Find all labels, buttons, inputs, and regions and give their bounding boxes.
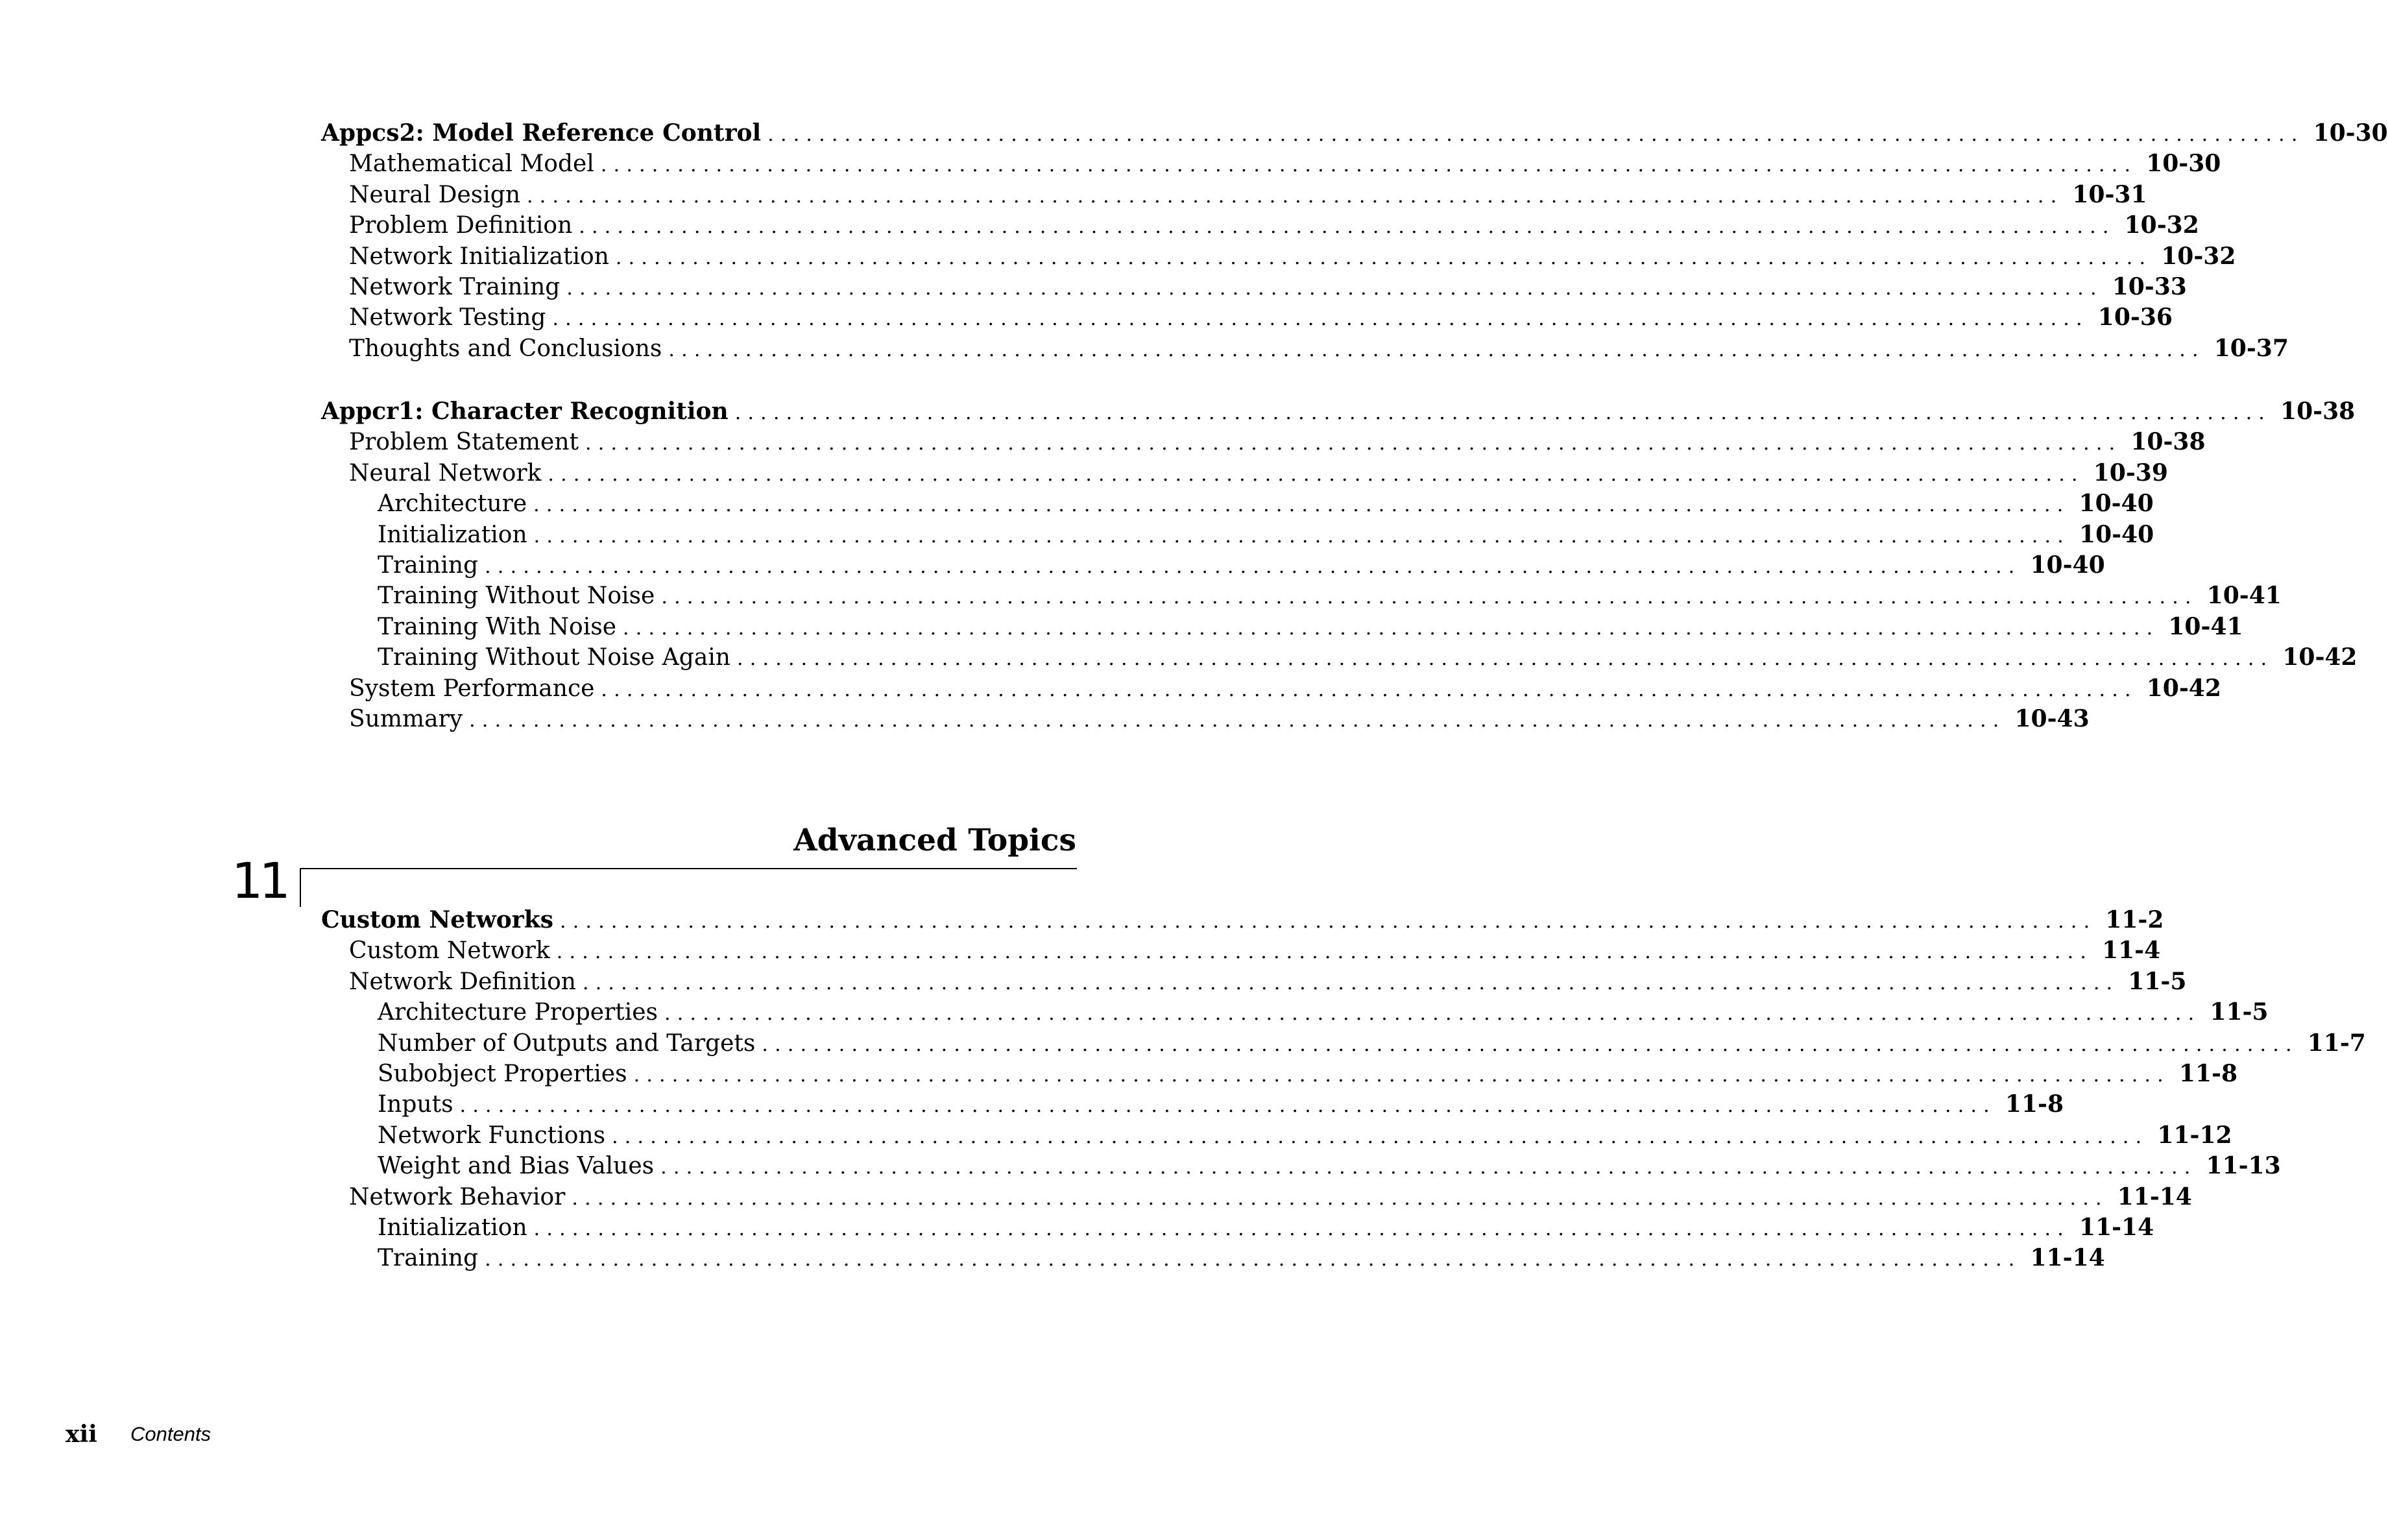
toc-entry-page: 11-12 [2157, 1121, 2232, 1149]
toc-entry-page: 10-30 [2146, 150, 2221, 178]
toc-entry[interactable] [321, 427, 2206, 457]
toc-entry-page: 11-14 [2079, 1213, 2154, 1241]
toc-entry-label: Mathematical Model [349, 150, 594, 178]
toc-dot-leader: ........................................................................................................................ [585, 432, 2122, 455]
toc-entry[interactable] [321, 997, 2269, 1028]
toc-entry[interactable] [321, 302, 2173, 333]
toc-entry[interactable] [321, 241, 2236, 272]
toc-entry-label: Problem Definition [349, 212, 573, 239]
toc-entry[interactable] [321, 581, 2282, 611]
toc-dot-leader: ........................................................................................................................ [566, 276, 2103, 300]
toc-dot-leader: ........................................................................................................................ [469, 708, 2006, 732]
toc-entry-label: Summary [349, 705, 463, 732]
toc-entry[interactable] [321, 905, 2164, 935]
toc-entry[interactable] [321, 1089, 2064, 1120]
toc-entry-label: Network Definition [349, 968, 576, 995]
toc-entry-page: 11-7 [2307, 1029, 2366, 1057]
toc-entry-label: Network Initialization [349, 243, 609, 270]
toc-entry[interactable] [321, 272, 2187, 302]
toc-entry-page: 10-43 [2014, 704, 2090, 732]
toc-entry-label: Appcs2: Model Reference Control [321, 119, 762, 147]
toc-section-custom-networks [321, 905, 2366, 1274]
toc-entry-label: Inputs [378, 1091, 453, 1118]
toc-entry-label: Initialization [378, 521, 527, 548]
toc-entry-page: 10-42 [2146, 674, 2221, 702]
toc-entry[interactable] [321, 149, 2221, 179]
toc-section-model-reference-control [321, 118, 2388, 364]
toc-entry-label: Network Training [349, 273, 561, 300]
toc-section-character-recognition [321, 396, 2358, 734]
chapter-rule-tick [300, 868, 301, 907]
toc-entry[interactable] [321, 118, 2388, 149]
toc-dot-leader: ........................................................................................................................ [600, 154, 2138, 177]
toc-entry-label: Architecture Properties [378, 999, 658, 1026]
toc-dot-leader: ........................................................................................................................ [527, 184, 2064, 208]
toc-dot-leader: ........................................................................................................................ [737, 647, 2274, 671]
toc-entry[interactable] [321, 642, 2358, 673]
toc-dot-leader: ........................................................................................................................ [623, 616, 2160, 640]
toc-entry-page: 10-32 [2124, 211, 2199, 239]
toc-entry-label: Training Without Noise Again [378, 644, 730, 671]
toc-dot-leader: ........................................................................................................................ [556, 941, 2093, 964]
toc-entry-page: 11-13 [2206, 1152, 2281, 1180]
toc-entry-label: Neural Design [349, 181, 521, 208]
toc-entry[interactable] [321, 1212, 2154, 1243]
toc-dot-leader: ........................................................................................................................ [734, 402, 2272, 424]
toc-dot-leader: ........................................................................................................................ [661, 586, 2198, 609]
toc-entry-label: Initialization [378, 1214, 527, 1241]
toc-entry-label: Training [378, 551, 479, 579]
toc-entry-label: Number of Outputs and Targets [378, 1029, 756, 1057]
toc-entry-page: 10-32 [2161, 242, 2236, 270]
toc-entry-label: Thoughts and Conclusions [349, 335, 662, 362]
toc-entry[interactable] [321, 333, 2289, 364]
toc-entry-page: 11-14 [2117, 1183, 2192, 1210]
toc-entry-page: 11-2 [2105, 906, 2164, 933]
footer-section-name: Contents [130, 1423, 211, 1445]
toc-entry[interactable] [321, 612, 2243, 642]
toc-entry-label: Neural Network [349, 459, 542, 487]
toc-entry-page: 11-5 [2128, 967, 2187, 995]
toc-entry-page: 10-41 [2206, 582, 2282, 610]
toc-entry-page: 10-38 [2130, 428, 2206, 456]
toc-entry[interactable] [321, 967, 2187, 997]
toc-entry-label: Network Behavior [349, 1183, 566, 1210]
toc-dot-leader: ........................................................................................................................ [762, 1033, 2298, 1056]
toc-entry[interactable] [321, 673, 2221, 704]
toc-dot-leader: ........................................................................................................................ [633, 1063, 2170, 1087]
toc-entry[interactable] [321, 704, 2090, 734]
toc-dot-leader: ........................................................................................................................ [579, 215, 2116, 239]
toc-entry[interactable] [321, 488, 2154, 519]
toc-dot-leader: ........................................................................................................................ [533, 494, 2070, 517]
toc-dot-leader: ........................................................................................................................ [459, 1094, 1996, 1118]
toc-entry-page: 11-4 [2102, 937, 2161, 965]
toc-entry-page: 10-33 [2112, 272, 2187, 300]
toc-entry-label: System Performance [349, 675, 595, 702]
toc-dot-leader: ........................................................................................................................ [668, 338, 2205, 361]
toc-dot-leader: ........................................................................................................................ [552, 307, 2089, 331]
toc-entry[interactable] [321, 1243, 2105, 1273]
toc-entry[interactable] [321, 550, 2105, 581]
toc-dot-leader: ........................................................................................................................ [485, 555, 2021, 578]
toc-dot-leader: ........................................................................................................................ [767, 123, 2304, 146]
toc-dot-leader: ........................................................................................................................ [660, 1156, 2197, 1179]
toc-entry-page: 10-37 [2213, 334, 2289, 362]
toc-entry[interactable] [321, 1151, 2281, 1181]
toc-entry-page: 10-40 [2030, 551, 2105, 579]
toc-entry-page: 10-38 [2280, 398, 2356, 425]
toc-dot-leader: ........................................................................................................................ [572, 1186, 2108, 1210]
toc-entry[interactable] [321, 396, 2356, 427]
toc-entry-page: 10-40 [2079, 520, 2154, 548]
toc-entry[interactable] [321, 1028, 2366, 1059]
toc-entry-label: Appcr1: Character Recognition [321, 398, 729, 425]
toc-dot-leader: ........................................................................................................................ [601, 678, 2138, 701]
toc-entry-label: Problem Statement [349, 429, 579, 456]
toc-dot-leader: ........................................................................................................................ [615, 246, 2153, 269]
toc-entry-label: Training With Noise [378, 613, 617, 640]
toc-entry-label: Custom Network [349, 937, 550, 965]
chapter-rule [300, 868, 1077, 869]
toc-entry-label: Architecture [378, 490, 527, 518]
toc-entry-page: 10-31 [2072, 180, 2147, 208]
toc-entry-label: Custom Networks [321, 906, 553, 933]
toc-entry[interactable] [321, 520, 2154, 550]
toc-entry-label: Network Testing [349, 304, 546, 331]
toc-dot-leader: ........................................................................................................................ [582, 971, 2119, 994]
toc-dot-leader: ........................................................................................................................ [664, 1002, 2201, 1026]
toc-dot-leader: ........................................................................................................................ [533, 524, 2071, 547]
toc-entry-label: Network Functions [378, 1122, 606, 1149]
toc-entry[interactable] [321, 458, 2168, 488]
toc-entry[interactable] [321, 1120, 2232, 1151]
toc-entry[interactable] [321, 935, 2161, 966]
toc-dot-leader: ........................................................................................................................ [548, 463, 2084, 486]
toc-entry-page: 11-5 [2210, 998, 2269, 1026]
toc-entry[interactable] [321, 210, 2199, 241]
toc-entry-page: 10-41 [2168, 612, 2243, 640]
toc-entry-page: 11-14 [2030, 1244, 2105, 1272]
toc-entry-page: 11-8 [2005, 1090, 2064, 1118]
toc-entry-page: 10-36 [2097, 304, 2173, 331]
toc-entry-label: Training [378, 1245, 479, 1272]
toc-entry-page: 10-40 [2079, 490, 2154, 518]
toc-dot-leader: ........................................................................................................................ [559, 910, 2097, 933]
toc-entry-page: 11-8 [2178, 1059, 2238, 1087]
toc-entry-page: 10-42 [2282, 644, 2358, 671]
toc-entry-page: 10-30 [2313, 119, 2388, 147]
toc-dot-leader: ........................................................................................................................ [485, 1248, 2021, 1271]
toc-entry[interactable] [321, 180, 2147, 210]
toc-entry[interactable] [321, 1182, 2192, 1212]
chapter-number: 11 [232, 852, 287, 909]
toc-entry[interactable] [321, 1059, 2238, 1089]
toc-dot-leader: ........................................................................................................................ [533, 1217, 2071, 1240]
chapter-title: Advanced Topics [793, 823, 1076, 858]
toc-entry-label: Subobject Properties [378, 1060, 627, 1087]
toc-dot-leader: ........................................................................................................................ [612, 1125, 2149, 1148]
toc-entry-label: Training Without Noise [378, 583, 655, 610]
footer-page-number: xii [66, 1421, 97, 1448]
toc-entry-page: 10-39 [2093, 459, 2168, 487]
toc-entry-label: Weight and Bias Values [378, 1153, 655, 1180]
